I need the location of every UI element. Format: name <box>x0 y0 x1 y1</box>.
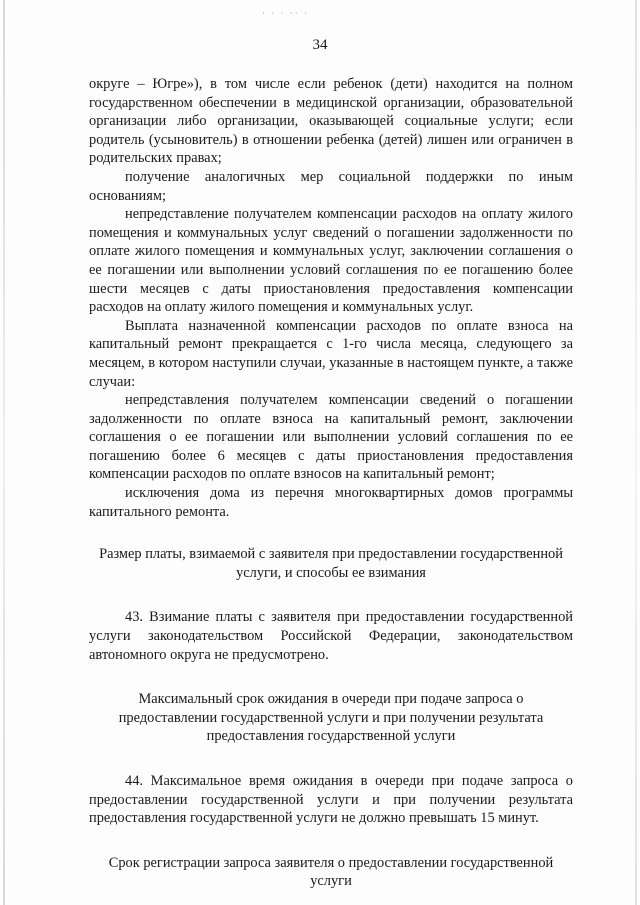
page-number: 34 <box>312 37 328 53</box>
paragraph-similar-measures: получение аналогичных мер социальной поддержки по иным основаниям; <box>89 168 573 204</box>
scan-stamp: · · · ·· · <box>262 8 309 18</box>
paragraph-housing-debt: непредставление получателем компенсации расходов на оплату жилого помещения и коммунальных услуг сведений о погашении задолженности по оплате жилого помещения и коммунальных услуг, заключении соглашения о ее погашении или выполнении условий соглашения по ее погашению более шести месяцев с даты приостановления предоставления компенсации расходов на оплату жилого помещения и коммунальных услуг. <box>89 206 573 316</box>
document-body <box>89 75 573 891</box>
paragraph-continuation: округе – Югре»), в том числе если ребенок (дети) находится на полном государственном обеспечении в медицинской организации, образовательной организации либо организации, оказывающей социальные услуги; если родитель (усыновитель) в отношении ребенка (детей) лишен или ограничен в родительских правах; <box>89 76 573 167</box>
paragraph-capital-repair-debt: непредставления получателем компенсации сведений о погашении задолженности по оплате взноса на капитальный ремонт, заключении соглашения о ее погашении или выполнении условий соглашения по ее погашению более 6 месяцев с даты приостановления предоставления компенсации расходов по оплате взносов на капитальный ремонт; <box>89 392 573 483</box>
scan-edge-right <box>635 0 637 905</box>
section-heading-fee: Размер платы, взимаемой с заявителя при предоставлении государственной услуги, и способы ее взимания <box>99 546 563 581</box>
paragraph-house-exclusion: исключения дома из перечня многоквартирных домов программы капитального ремонта. <box>89 485 573 520</box>
section-heading-registration: Срок регистрации запроса заявителя о предоставлении государственной услуги <box>108 854 554 890</box>
paragraph-44: 44. Максимальное время ожидания в очереди при подаче запроса о предоставлении государственной услуги и при получении результата предоставления государственной услуги не должно превышать 15 минут. <box>89 773 573 827</box>
paragraph-capital-repair-termination: Выплата назначенной компенсации расходов по оплате взноса на капитальный ремонт прекращается с 1-го числа месяца, следующего за месяцем, в котором наступили случаи, указанные в настоящем пункте, а также случаи: <box>89 317 573 390</box>
scan-edge-left <box>3 0 5 905</box>
section-heading-queue-time: Максимальный срок ожидания в очереди при подаче запроса о предоставлении государственной услуги и при получении результата предоставления государственной услуги <box>118 691 544 745</box>
paragraph-43: 43. Взимание платы с заявителя при предоставлении государственной услуги законодательством Российской Федерации, законодательством автономного округа не предусмотрено. <box>89 609 573 663</box>
